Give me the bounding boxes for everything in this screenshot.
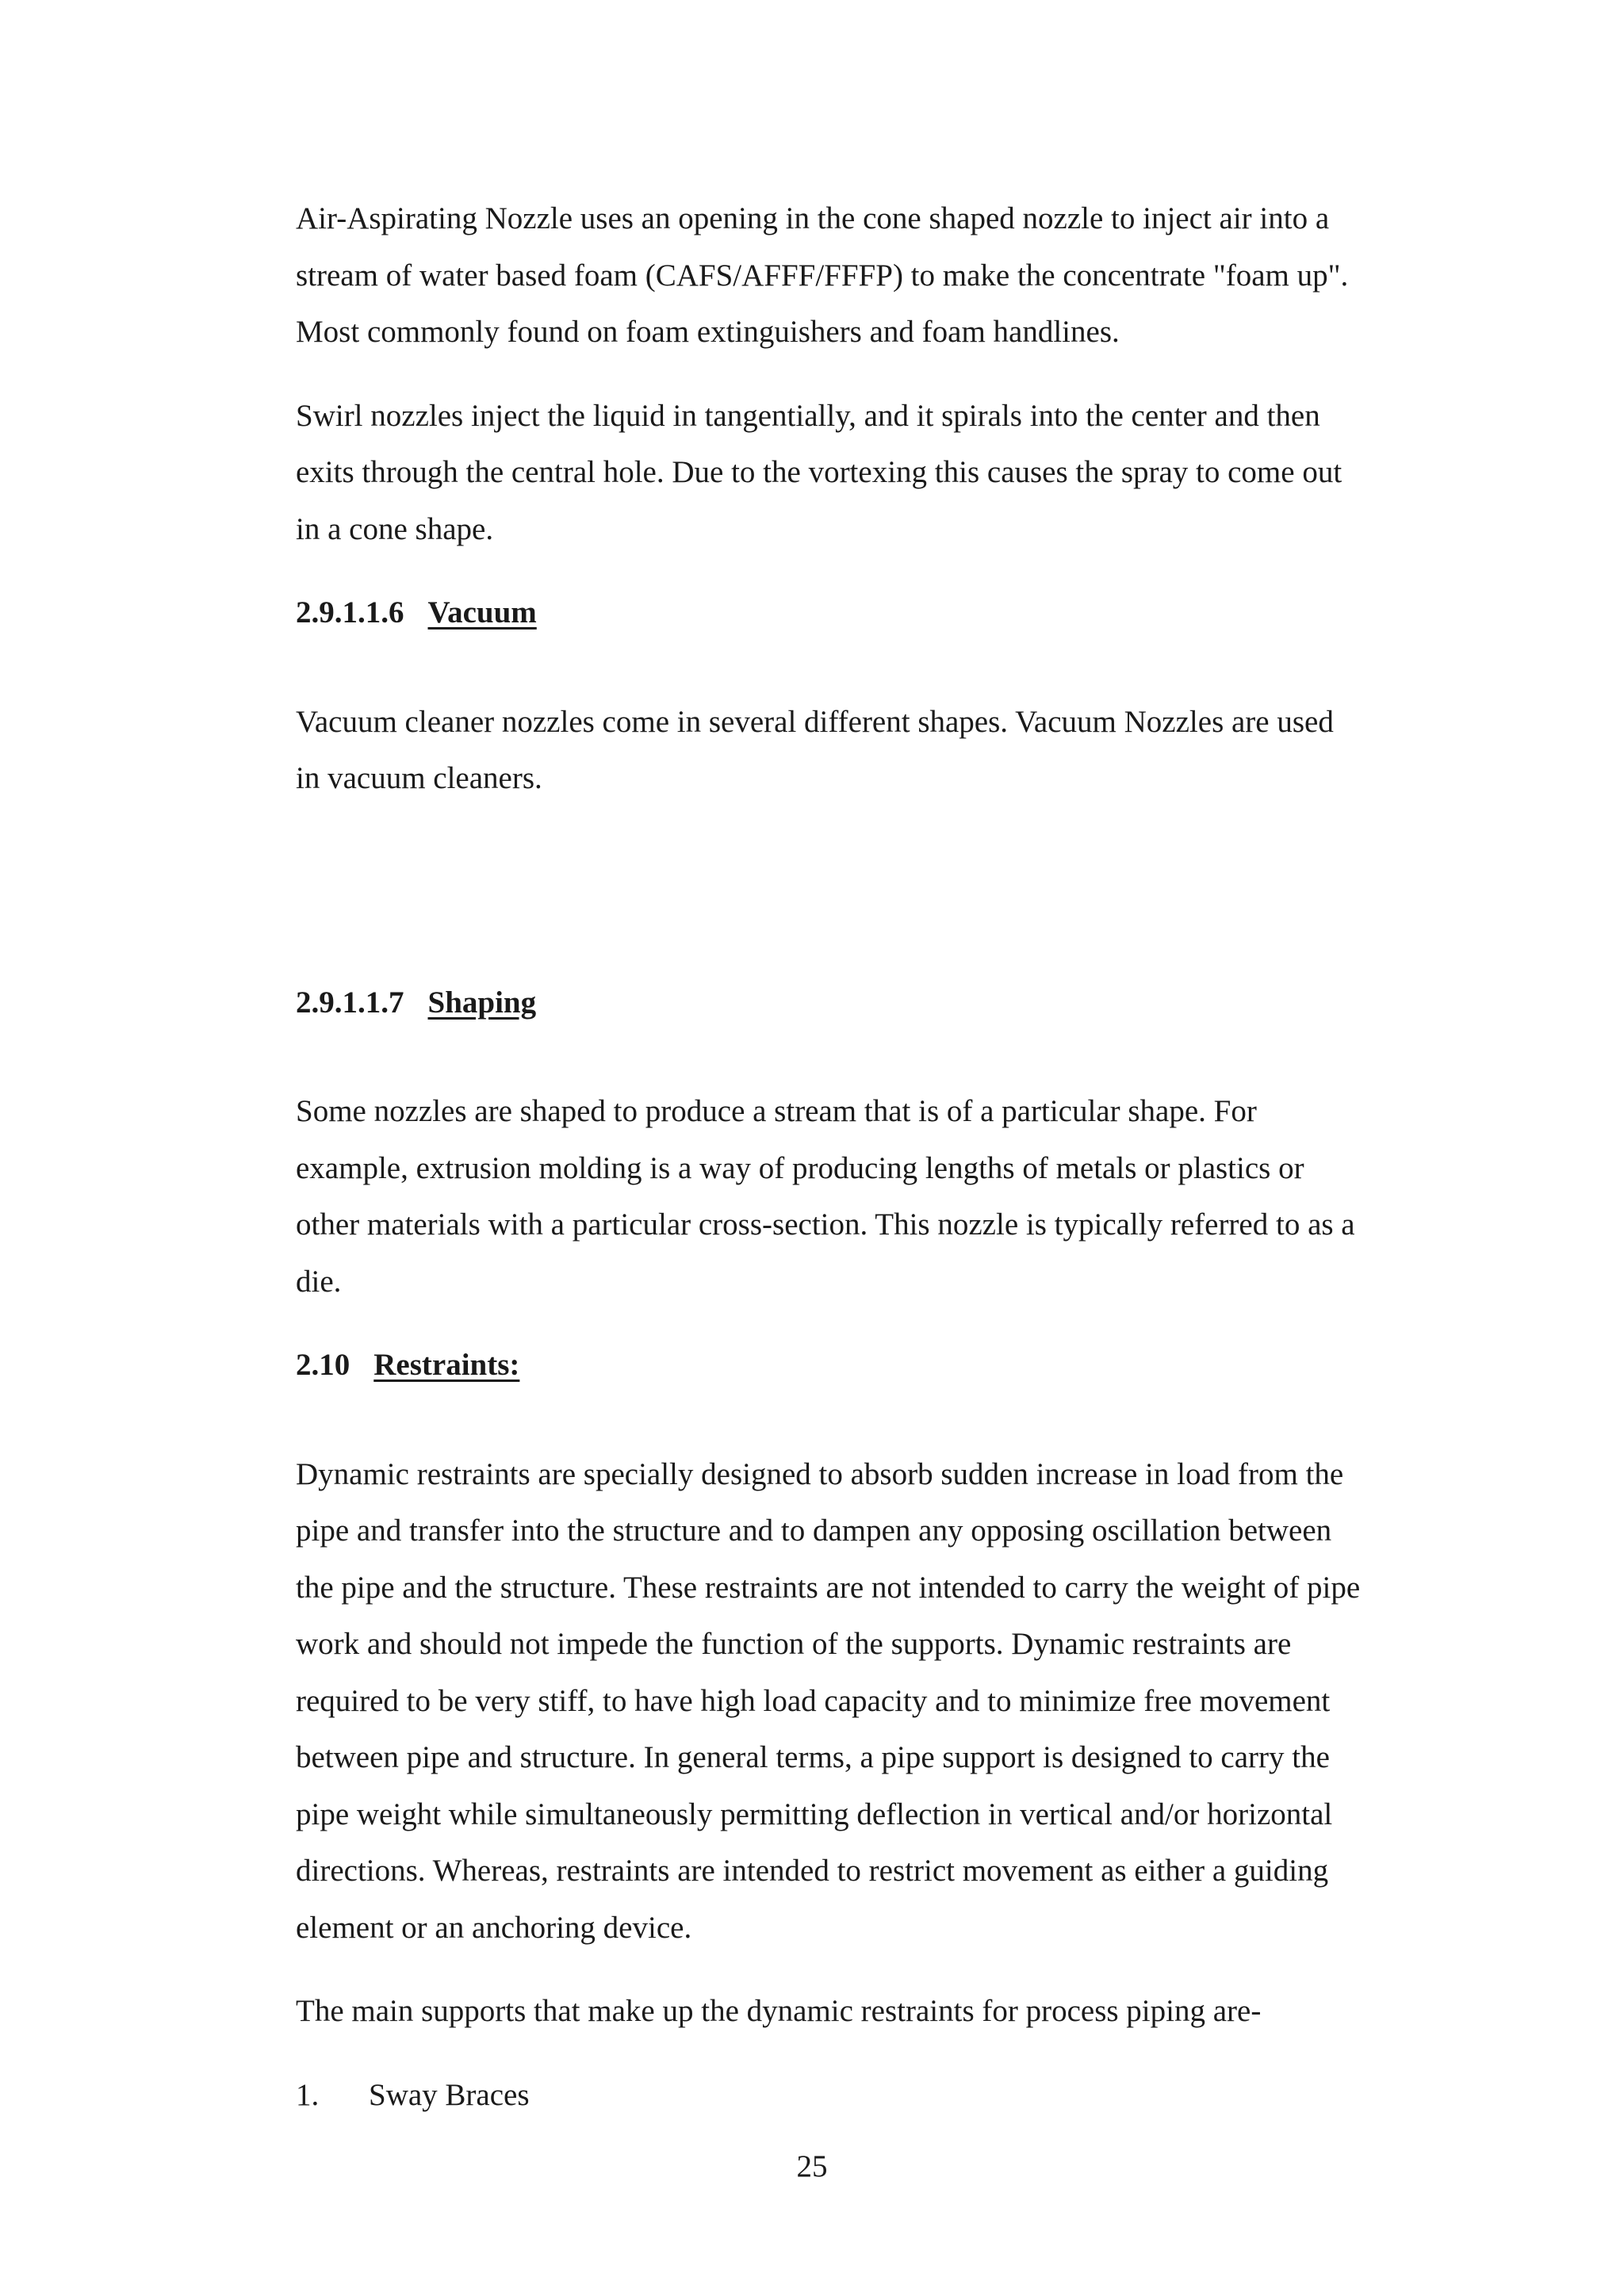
paragraph-shaping-nozzles xyxy=(296,1083,1422,1310)
section-title: Restraints: xyxy=(373,1348,520,1382)
paragraph-line: Air-Aspirating Nozzle uses an opening in the cone shaped nozzle to inject air into a xyxy=(296,201,1330,235)
paragraph-line: die. xyxy=(296,1264,342,1299)
section-number: 2.9.1.1.6 xyxy=(296,595,404,629)
spacer xyxy=(296,641,1422,694)
paragraph-air-aspirating-nozzle xyxy=(296,190,1422,361)
paragraph-main-supports xyxy=(296,1983,1422,2040)
section-heading-restraints xyxy=(296,1337,1422,1394)
paragraph-line: required to be very stiff, to have high load capacity and to minimize free movement xyxy=(296,1683,1331,1718)
paragraph-line: The main supports that make up the dynamic restraints for process piping are- xyxy=(296,1994,1262,2028)
paragraph-line: exits through the central hole. Due to the vortexing this causes the spray to come out xyxy=(296,455,1342,489)
list-item-text: Sway Braces xyxy=(369,2077,530,2112)
paragraph-line: Swirl nozzles inject the liquid in tangentially, and it spirals into the center and then xyxy=(296,398,1320,433)
page-number: 25 xyxy=(796,2149,828,2183)
paragraph-line: work and should not impede the function of the supports. Dynamic restraints are xyxy=(296,1627,1292,1661)
spacer xyxy=(296,1031,1422,1083)
section-heading-shaping xyxy=(296,974,1422,1031)
section-title: Vacuum xyxy=(427,595,537,629)
spacer xyxy=(296,807,1422,974)
page-content xyxy=(296,190,1422,2123)
spacer xyxy=(296,361,1422,388)
paragraph-line: in a cone shape. xyxy=(296,511,494,546)
paragraph-line: pipe weight while simultaneously permitting deflection in vertical and/or horizontal xyxy=(296,1797,1333,1831)
spacer xyxy=(296,557,1422,584)
section-number: 2.10 xyxy=(296,1348,350,1382)
paragraph-dynamic-restraints xyxy=(296,1446,1422,1957)
paragraph-line: element or an anchoring device. xyxy=(296,1910,692,1945)
paragraph-line: in vacuum cleaners. xyxy=(296,761,542,795)
paragraph-line: example, extrusion molding is a way of producing lengths of metals or plastics or xyxy=(296,1150,1304,1185)
list-item xyxy=(296,2067,1422,2124)
spacer xyxy=(296,1310,1422,1337)
section-number: 2.9.1.1.7 xyxy=(296,985,404,1020)
list-marker: 1. xyxy=(296,2077,320,2112)
paragraph-line: Vacuum cleaner nozzles come in several different shapes. Vacuum Nozzles are used xyxy=(296,704,1334,739)
paragraph-line: between pipe and structure. In general terms, a pipe support is designed to carry the xyxy=(296,1740,1330,1774)
spacer xyxy=(296,1394,1422,1446)
paragraph-line: the pipe and the structure. These restraints are not intended to carry the weight of pipe xyxy=(296,1570,1361,1605)
spacer xyxy=(296,2040,1422,2067)
paragraph-line: directions. Whereas, restraints are intended to restrict movement as either a guiding xyxy=(296,1854,1329,1888)
spacer xyxy=(296,1956,1422,1983)
paragraph-line: Some nozzles are shaped to produce a stream that is of a particular shape. For xyxy=(296,1094,1257,1128)
paragraph-line: stream of water based foam (CAFS/AFFF/FFFP) to make the concentrate "foam up". xyxy=(296,258,1349,293)
paragraph-swirl-nozzles xyxy=(296,388,1422,558)
paragraph-vacuum-nozzles xyxy=(296,694,1422,807)
paragraph-line: pipe and transfer into the structure and to dampen any opposing oscillation between xyxy=(296,1513,1332,1548)
section-title: Shaping xyxy=(427,985,537,1020)
paragraph-line: Dynamic restraints are specially designed to absorb sudden increase in load from the xyxy=(296,1456,1344,1491)
section-heading-vacuum xyxy=(296,584,1422,641)
paragraph-line: Most commonly found on foam extinguishers and foam handlines. xyxy=(296,315,1120,349)
paragraph-line: other materials with a particular cross-section. This nozzle is typically referred to as a xyxy=(296,1207,1355,1242)
